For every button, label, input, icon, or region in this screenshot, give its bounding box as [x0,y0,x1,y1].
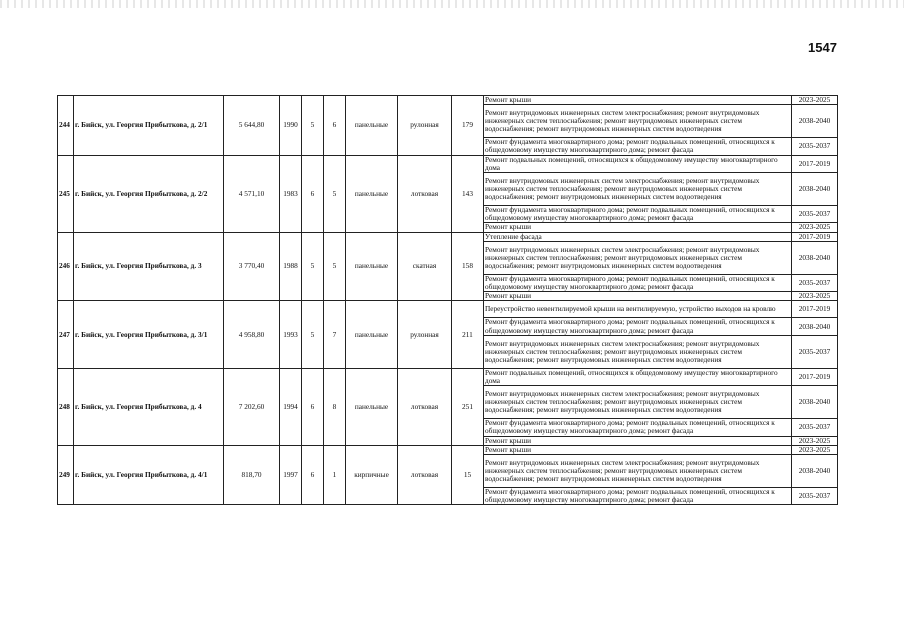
wall-material: панельные [346,155,398,232]
roof-type: лотковая [398,155,452,232]
building-floors: 5 [302,96,324,156]
building-year: 1988 [280,232,302,301]
work-description: Ремонт крыши [484,436,792,445]
work-period: 2017-2019 [792,301,838,318]
building-address: г. Бийск, ул. Георгия Прибыткова, д. 4 [74,368,224,445]
work-period: 2035-2037 [792,488,838,505]
apartment-count: 179 [452,96,484,156]
work-description: Ремонт крыши [484,445,792,454]
work-description: Ремонт фундамента многоквартирного дома; ремонт подвальных помещений, относящихся к общедомовому имуществу многоквартирного дома; ремонт фасада [484,138,792,155]
work-period: 2038-2040 [792,241,838,274]
building-year: 1994 [280,368,302,445]
repair-schedule-table [57,95,838,505]
wall-material: панельные [346,301,398,368]
building-area: 3 770,40 [224,232,280,301]
building-number: 249 [58,445,74,505]
building-year: 1997 [280,445,302,505]
work-description: Ремонт фундамента многоквартирного дома; ремонт подвальных помещений, относящихся к общедомовому имуществу многоквартирного дома; ремонт фасада [484,206,792,223]
wall-material: кирпичные [346,445,398,505]
building-entrances: 7 [324,301,346,368]
work-period: 2023-2025 [792,292,838,301]
table-row [58,232,838,241]
work-description: Ремонт крыши [484,96,792,105]
building-number: 248 [58,368,74,445]
work-period: 2023-2025 [792,96,838,105]
building-year: 1990 [280,96,302,156]
work-description: Ремонт внутридомовых инженерных систем электроснабжения; ремонт внутридомовых инженерных систем теплоснабжения; ремонт внутридомовых инженерных систем водоснабжения; ремонт внутридомовых инженерных систем водоотведения [484,455,792,488]
work-description: Ремонт крыши [484,223,792,232]
work-description: Утепление фасада [484,232,792,241]
wall-material: панельные [346,368,398,445]
building-address: г. Бийск, ул. Георгия Прибыткова, д. 3/1 [74,301,224,368]
building-floors: 6 [302,368,324,445]
work-description: Ремонт фундамента многоквартирного дома; ремонт подвальных помещений, относящихся к общедомовому имуществу многоквартирного дома; ремонт фасада [484,318,792,335]
building-floors: 6 [302,445,324,505]
building-number: 244 [58,96,74,156]
building-area: 4 571,10 [224,155,280,232]
table-row [58,96,838,105]
building-number: 245 [58,155,74,232]
work-description: Переустройство невентилируемой крыши на вентилируемую, устройство выходов на кровлю [484,301,792,318]
roof-type: рулонная [398,96,452,156]
work-period: 2023-2025 [792,223,838,232]
work-description: Ремонт фундамента многоквартирного дома; ремонт подвальных помещений, относящихся к общедомовому имуществу многоквартирного дома; ремонт фасада [484,274,792,291]
apartment-count: 251 [452,368,484,445]
work-description: Ремонт фундамента многоквартирного дома; ремонт подвальных помещений, относящихся к общедомовому имуществу многоквартирного дома; ремонт фасада [484,419,792,436]
building-floors: 5 [302,232,324,301]
building-entrances: 5 [324,155,346,232]
table-row [58,368,838,385]
work-period: 2035-2037 [792,274,838,291]
work-period: 2035-2037 [792,419,838,436]
roof-type: рулонная [398,301,452,368]
building-address: г. Бийск, ул. Георгия Прибыткова, д. 4/1 [74,445,224,505]
building-year: 1983 [280,155,302,232]
building-floors: 6 [302,155,324,232]
work-description: Ремонт подвальных помещений, относящихся к общедомовому имуществу многоквартирного дома [484,368,792,385]
building-address: г. Бийск, ул. Георгия Прибыткова, д. 3 [74,232,224,301]
apartment-count: 143 [452,155,484,232]
building-address: г. Бийск, ул. Георгия Прибыткова, д. 2/1 [74,96,224,156]
work-period: 2038-2040 [792,318,838,335]
building-address: г. Бийск, ул. Георгия Прибыткова, д. 2/2 [74,155,224,232]
building-year: 1993 [280,301,302,368]
roof-type: скатная [398,232,452,301]
building-area: 7 202,60 [224,368,280,445]
page-number: 1547 [808,40,837,55]
work-period: 2035-2037 [792,206,838,223]
scan-artifact-strip [0,0,904,8]
work-period: 2017-2019 [792,155,838,172]
wall-material: панельные [346,232,398,301]
apartment-count: 15 [452,445,484,505]
work-period: 2035-2037 [792,335,838,368]
work-period: 2023-2025 [792,436,838,445]
table-body [58,96,838,505]
work-description: Ремонт внутридомовых инженерных систем электроснабжения; ремонт внутридомовых инженерных систем теплоснабжения; ремонт внутридомовых инженерных систем водоснабжения; ремонт внутридомовых инженерных систем водоотведения [484,105,792,138]
work-period: 2038-2040 [792,455,838,488]
wall-material: панельные [346,96,398,156]
work-period: 2023-2025 [792,445,838,454]
work-period: 2038-2040 [792,173,838,206]
work-description: Ремонт внутридомовых инженерных систем электроснабжения; ремонт внутридомовых инженерных систем теплоснабжения; ремонт внутридомовых инженерных систем водоснабжения; ремонт внутридомовых инженерных систем водоотведения [484,335,792,368]
building-entrances: 5 [324,232,346,301]
building-entrances: 1 [324,445,346,505]
apartment-count: 158 [452,232,484,301]
building-number: 246 [58,232,74,301]
table-row [58,155,838,172]
building-floors: 5 [302,301,324,368]
building-entrances: 6 [324,96,346,156]
work-period: 2035-2037 [792,138,838,155]
building-number: 247 [58,301,74,368]
building-area: 5 644,80 [224,96,280,156]
table-row [58,301,838,318]
work-description: Ремонт подвальных помещений, относящихся к общедомовому имуществу многоквартирного дома [484,155,792,172]
work-description: Ремонт фундамента многоквартирного дома; ремонт подвальных помещений, относящихся к общедомовому имуществу многоквартирного дома; ремонт фасада [484,488,792,505]
work-description: Ремонт внутридомовых инженерных систем электроснабжения; ремонт внутридомовых инженерных систем теплоснабжения; ремонт внутридомовых инженерных систем водоснабжения; ремонт внутридомовых инженерных систем водоотведения [484,173,792,206]
work-description: Ремонт внутридомовых инженерных систем электроснабжения; ремонт внутридомовых инженерных систем теплоснабжения; ремонт внутридомовых инженерных систем водоснабжения; ремонт внутридомовых инженерных систем водоотведения [484,386,792,419]
work-period: 2038-2040 [792,105,838,138]
work-period: 2017-2019 [792,232,838,241]
building-entrances: 8 [324,368,346,445]
building-area: 818,70 [224,445,280,505]
work-period: 2017-2019 [792,368,838,385]
building-area: 4 958,80 [224,301,280,368]
roof-type: лотковая [398,368,452,445]
work-description: Ремонт крыши [484,292,792,301]
work-description: Ремонт внутридомовых инженерных систем электроснабжения; ремонт внутридомовых инженерных систем теплоснабжения; ремонт внутридомовых инженерных систем водоснабжения; ремонт внутридомовых инженерных систем водоотведения [484,241,792,274]
work-period: 2038-2040 [792,386,838,419]
apartment-count: 211 [452,301,484,368]
roof-type: лотковая [398,445,452,505]
table-row [58,445,838,454]
